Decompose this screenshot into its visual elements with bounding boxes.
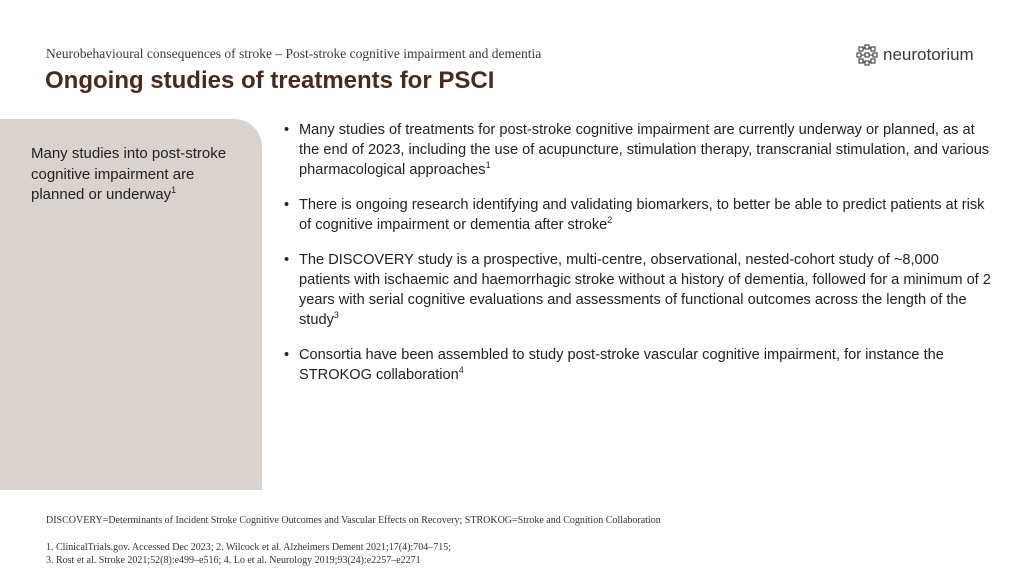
bullet-item: • Consortia have been assembled to study post-stroke vascular cognitive impairment, for instance the STROKOG collaboration$^4$ [284, 345, 994, 385]
bullet-item: • There is ongoing research identifying and validating biomarkers, to better be able to predict patients at risk of cognitive impairment or dementia after stroke$^2$ [284, 195, 994, 235]
slide-subtitle: Neurobehavioural consequences of stroke – Post-stroke cognitive impairment and dementia [46, 46, 542, 61]
side-panel-ref: 1 [171, 185, 177, 195]
references-footnote [46, 541, 451, 567]
slide-title: Ongoing studies of treatments for PSCI [45, 67, 495, 94]
abbreviations-footnote: DISCOVERY=Determinants of Incident Stroke Cognitive Outcomes and Vascular Effects on Recovery; STROKOG=Stroke and Cognition Collaboration [46, 515, 661, 526]
bullet-item: • Many studies of treatments for post-stroke cognitive impairment are currently underway or planned, as at the end of 2023, including the use of acupuncture, stimulation therapy, transcranial stimulation, and various pharmacological approaches$^1$ [284, 120, 994, 180]
reference-line: 1. ClinicalTrials.gov. Accessed Dec 2023; 2. Wilcock et al. Alzheimers Dement 2021;17(4):704–715; [46, 542, 451, 553]
neurotorium-logo [856, 44, 974, 66]
neurotorium-grid-icon [856, 44, 878, 66]
bullet-list [284, 120, 994, 400]
side-panel-text: Many studies into post-stroke cognitive impairment are planned or underway$^1$ [31, 145, 227, 203]
bullet-item: • The DISCOVERY study is a prospective, multi-centre, observational, nested-cohort study of ~8,000 patients with ischaemic and haemorrhagic stroke without a history of dementia, followed for a minimum of 2 years with serial cognitive evaluations and assessments of functional outcomes across the length of the study$^3$ [284, 250, 994, 330]
reference-line: 3. Rost et al. Stroke 2021;52(8):e499–e516; 4. Lo et al. Neurology 2019;93(24):e2257–e2271 [46, 555, 421, 566]
logo-text: neurotorium [883, 45, 974, 64]
